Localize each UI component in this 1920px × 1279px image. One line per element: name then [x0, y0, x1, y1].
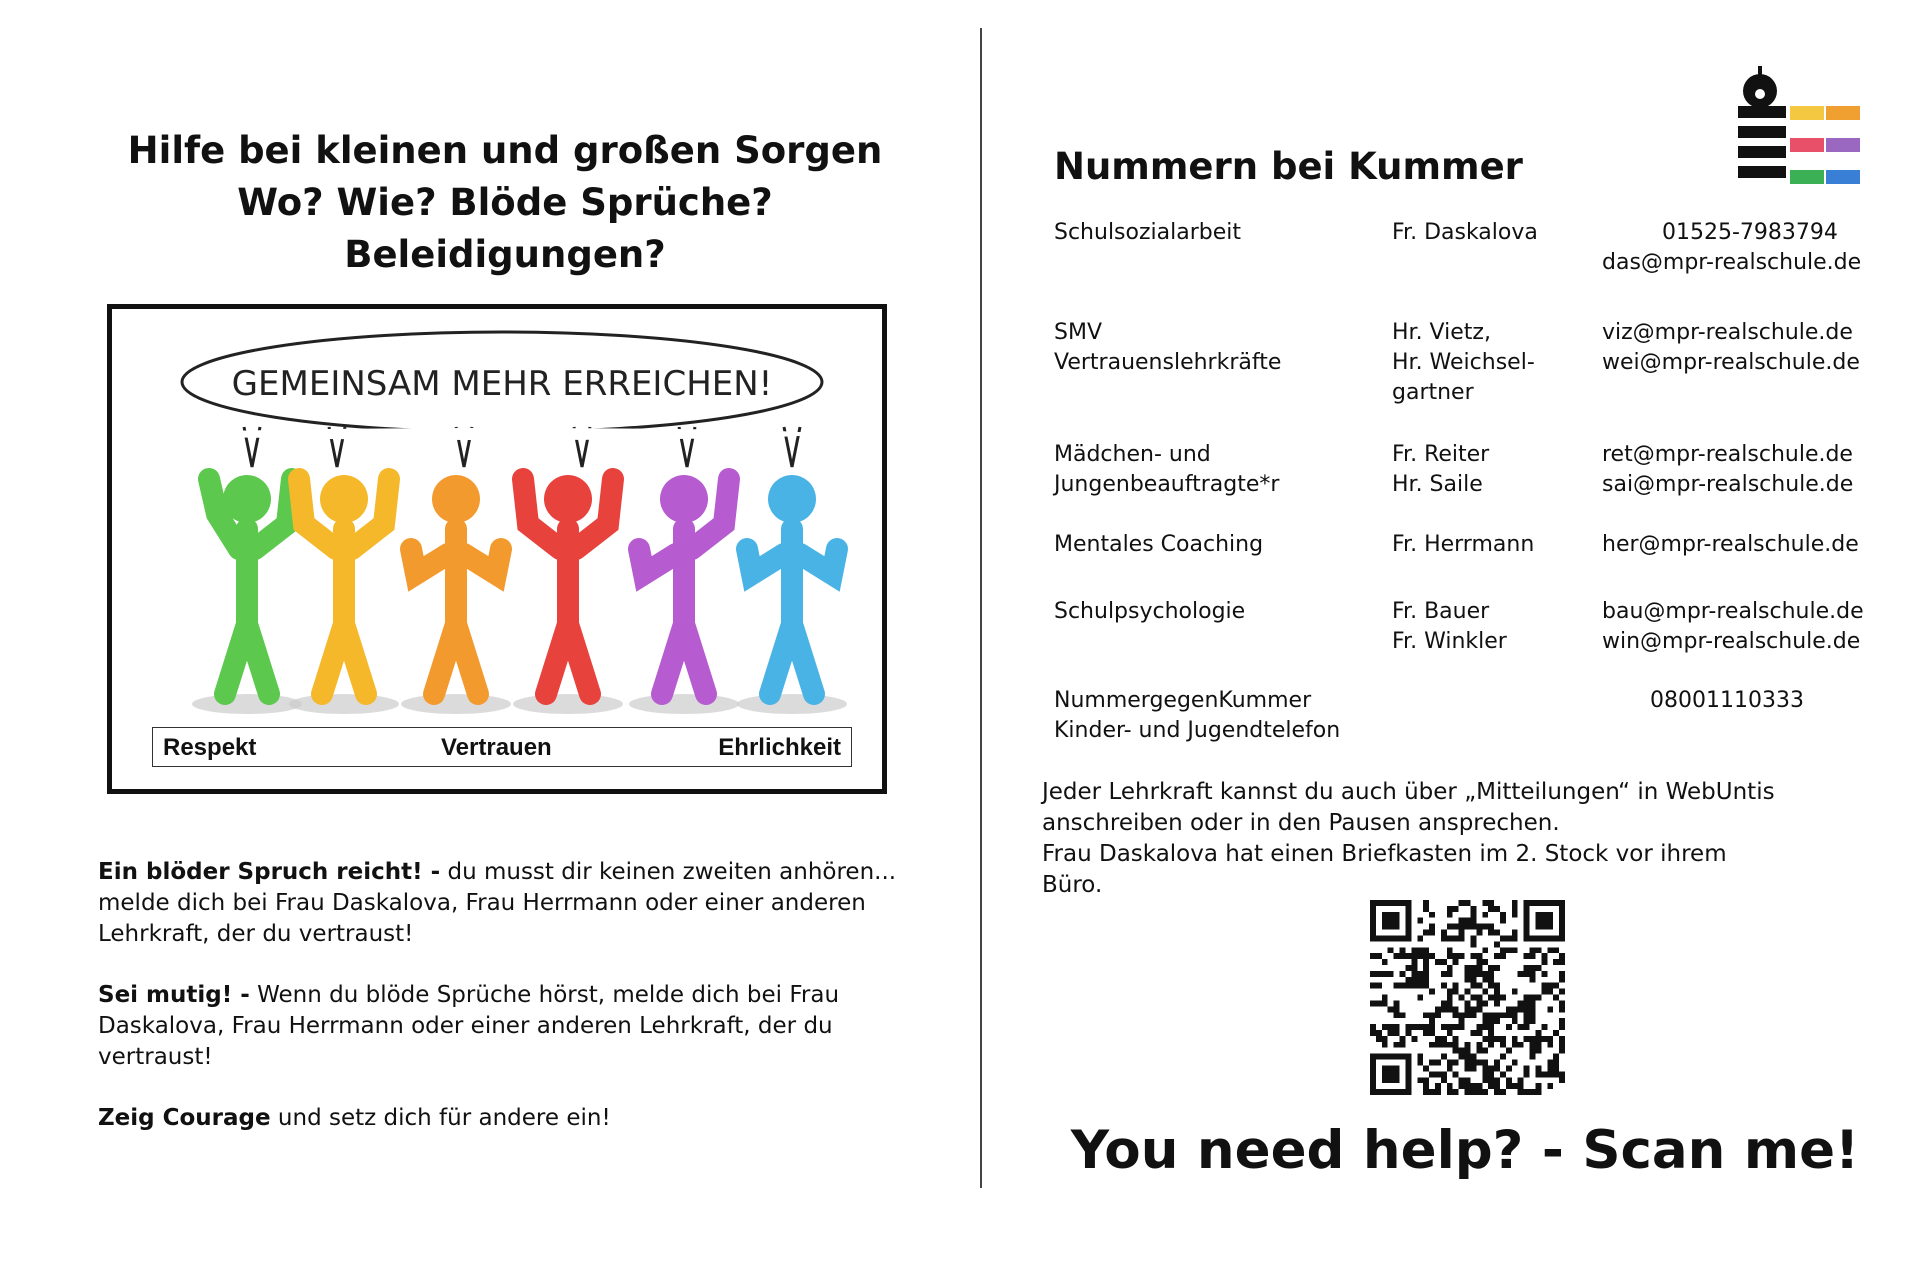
logo-color-block: [1790, 170, 1824, 184]
contact-person: [1392, 597, 1592, 657]
person-figure: [629, 475, 739, 714]
person-figure: [737, 475, 847, 714]
info-text: [1042, 777, 1902, 901]
heading-line: Beleidigungen?: [344, 233, 666, 276]
paragraph-spruch: [98, 857, 928, 950]
paragraph-text: Wenn du blöde Sprüche hörst, melde dich bei Frau Daskalova, Frau Herrmann oder einer anderen Lehrkraft, der du vertraust!: [98, 982, 840, 1070]
contact-area-line: SMV: [1054, 320, 1102, 345]
left-heading: [90, 125, 920, 281]
contact-contact: [1602, 218, 1882, 278]
value-ehrlichkeit: Ehrlichkeit: [718, 734, 841, 761]
contact-area: [1054, 530, 1374, 560]
contact-area: [1054, 686, 1374, 746]
contact-contact: [1602, 530, 1882, 560]
info-line: Büro.: [1042, 872, 1103, 898]
phone-number[interactable]: 01525-7983794: [1662, 220, 1838, 245]
logo-color-block: [1826, 170, 1860, 184]
contact-person: [1392, 318, 1592, 408]
paragraph-courage: [98, 1103, 928, 1134]
contact-contact: [1650, 686, 1920, 716]
contact-person-line: Fr. Daskalova: [1392, 220, 1538, 245]
contact-person-line: Fr. Herrmann: [1392, 532, 1535, 557]
contact-person: [1392, 530, 1592, 560]
contact-contact: [1602, 597, 1882, 657]
values-bar: [152, 727, 852, 767]
people-illustration: [112, 309, 882, 789]
contact-person-line: Fr. Bauer: [1392, 599, 1490, 624]
heading-line: Hilfe bei kleinen und großen Sorgen: [127, 129, 883, 172]
paragraph-bold: Sei mutig! -: [98, 982, 250, 1008]
paragraph-mutig: [98, 980, 928, 1073]
info-line: anschreiben oder in den Pausen ansprechen.: [1042, 810, 1560, 836]
logo-color-block: [1790, 106, 1824, 120]
email-link[interactable]: das@mpr-realschule.de: [1602, 250, 1862, 275]
email-link[interactable]: win@mpr-realschule.de: [1602, 629, 1861, 654]
contact-person: [1392, 218, 1592, 248]
person-figure: [192, 475, 302, 714]
paragraph-text: du musst dir keinen zweiten anhören... melde dich bei Frau Daskalova, Frau Herrmann oder einer anderen Lehrkraft, der du vertraust!: [98, 859, 897, 947]
contact-area-line: Mädchen- und: [1054, 442, 1211, 467]
contact-area-line: Kinder- und Jugendtelefon: [1054, 718, 1341, 743]
email-link[interactable]: viz@mpr-realschule.de: [1602, 320, 1853, 345]
contact-area-line: Schulpsychologie: [1054, 599, 1246, 624]
page-divider: [980, 28, 982, 1188]
info-line: Jeder Lehrkraft kannst du auch über „Mitteilungen“ in WebUntis: [1042, 779, 1775, 805]
contact-area-line: NummergegenKummer: [1054, 688, 1312, 713]
school-logo: [1730, 66, 1860, 196]
contact-person-line: Hr. Saile: [1392, 472, 1483, 497]
contact-area: [1054, 218, 1374, 248]
contact-person-line: Hr. Vietz,: [1392, 320, 1491, 345]
contact-contact: [1602, 440, 1882, 500]
qr-code[interactable]: [1370, 900, 1565, 1095]
paragraph-bold: Ein blöder Spruch reicht! -: [98, 859, 441, 885]
email-link[interactable]: bau@mpr-realschule.de: [1602, 599, 1864, 624]
email-link[interactable]: her@mpr-realschule.de: [1602, 532, 1859, 557]
contact-contact: [1602, 318, 1882, 378]
person-figure: [401, 475, 511, 714]
email-link[interactable]: wei@mpr-realschule.de: [1602, 350, 1860, 375]
contact-area-line: Mentales Coaching: [1054, 532, 1264, 557]
illustration-frame: [107, 304, 887, 794]
contact-person-line: Fr. Winkler: [1392, 629, 1507, 654]
logo-color-block: [1826, 106, 1860, 120]
contact-area: [1054, 318, 1374, 378]
info-line: Frau Daskalova hat einen Briefkasten im 2. Stock vor ihrem: [1042, 841, 1727, 867]
contact-area-line: Vertrauenslehrkräfte: [1054, 350, 1282, 375]
value-respekt: Respekt: [163, 734, 257, 761]
logo-color-block: [1790, 138, 1824, 152]
speech-text: GEMEINSAM MEHR ERREICHEN!: [231, 364, 773, 404]
phone-number[interactable]: 08001110333: [1650, 688, 1804, 713]
contact-person: [1392, 440, 1592, 500]
value-vertrauen: Vertrauen: [441, 734, 552, 761]
contact-person-line: Hr. Weichsel-: [1392, 350, 1535, 375]
heading-line: Wo? Wie? Blöde Sprüche?: [237, 181, 773, 224]
contact-area: [1054, 597, 1374, 627]
right-heading: Nummern bei Kummer: [1054, 145, 1523, 188]
paragraph-bold: Zeig Courage: [98, 1105, 271, 1131]
email-link[interactable]: sai@mpr-realschule.de: [1602, 472, 1854, 497]
contact-area: [1054, 440, 1374, 500]
person-figure: [513, 475, 623, 714]
contact-person-line: gartner: [1392, 380, 1474, 405]
scan-me-text: You need help? - Scan me!: [1070, 1120, 1860, 1181]
contact-area-line: Schulsozialarbeit: [1054, 220, 1241, 245]
contact-person-line: Fr. Reiter: [1392, 442, 1490, 467]
paragraph-text: und setz dich für andere ein!: [270, 1105, 611, 1131]
person-figure: [289, 475, 399, 714]
logo-color-block: [1826, 138, 1860, 152]
email-link[interactable]: ret@mpr-realschule.de: [1602, 442, 1853, 467]
contact-area-line: Jungenbeauftragte*r: [1054, 472, 1280, 497]
